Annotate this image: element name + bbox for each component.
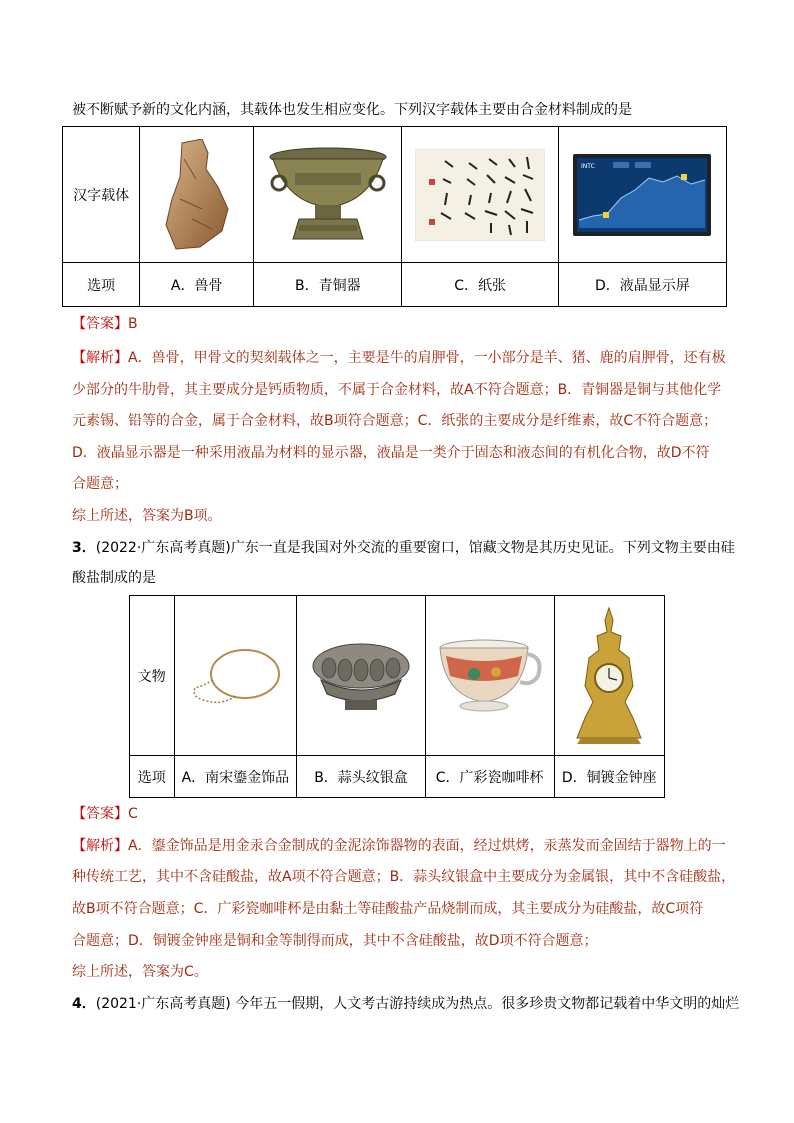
question-3-stem-line2: 酸盐制成的是 xyxy=(72,570,156,586)
lcd-screen-image xyxy=(558,127,726,263)
question-3-analysis-line: 合题意；D．铜镀金钟座是铜和金等制得而成，其中不含硅酸盐，故D项不符合题意； xyxy=(72,933,598,949)
question-3-options-table xyxy=(129,595,665,798)
option-b: B．蒜头纹银盒 xyxy=(297,756,426,798)
question-2-answer: 【答案】B xyxy=(72,316,138,332)
silver-box-image xyxy=(297,596,426,756)
lcd-ticker-label: INTC xyxy=(581,162,596,170)
question-3-analysis-line: 种传统工艺，其中不含硅酸盐，故A项不符合题意；B．蒜头纹银盒中主要成分为金属银，其中不含硅酸盐， xyxy=(72,869,736,885)
option-d: D．液晶显示屏 xyxy=(558,263,726,307)
option-a: A．南宋鎏金饰品 xyxy=(174,756,297,798)
question-3-analysis-line: 【解析】A．鎏金饰品是用金汞合金制成的金泥涂饰器物的表面，经过烘烤，汞蒸发而金固结于器物上的一 xyxy=(72,838,726,854)
option-c: C．纸张 xyxy=(402,263,558,307)
option-b: B．青铜器 xyxy=(254,263,402,307)
question-2-analysis-line: 合题意； xyxy=(72,476,128,492)
question-3-analysis-line: 故B项不符合题意；C．广彩瓷咖啡杯是由黏土等硅酸盐产品烧制而成，其主要成分为硅酸盐，故C项符 xyxy=(72,901,704,917)
question-3-answer: 【答案】C xyxy=(72,806,138,822)
question-2-analysis-line: D．液晶显示器是一种采用液晶为材料的显示器，液晶是一类介于固态和液态间的有机化合物，故D不符 xyxy=(72,445,710,461)
gilt-clock-image xyxy=(554,596,664,756)
question-2-analysis-line: 少部分的牛肋骨，其主要成分是钙质物质，不属于合金材料，故A不符合题意；B．青铜器是铜与其他化学 xyxy=(72,382,722,398)
question-4-stem: 4．(2021·广东高考真题) 今年五一假期，人文考古游持续成为热点。很多珍贵文物都记载着中华文明的灿烂 xyxy=(72,996,740,1012)
calligraphy-paper-image xyxy=(402,127,558,263)
question-2-analysis-line: 元素锡、铅等的合金，属于合金材料，故B项符合题意；C．纸张的主要成分是纤维素，故C不符合题意； xyxy=(72,413,718,429)
question-2-options-table xyxy=(62,126,727,307)
table-row-header-carrier: 汉字载体 xyxy=(63,127,140,263)
question-2-summary: 综上所述，答案为B项。 xyxy=(72,508,222,524)
question-3-stem: 3．(2022·广东高考真题)广东一直是我国对外交流的重要窗口，馆藏文物是其历史见证。下列文物主要由硅 xyxy=(72,540,735,556)
option-d: D．铜镀金钟座 xyxy=(554,756,664,798)
gilt-chain-image xyxy=(174,596,297,756)
option-c: C．广彩瓷咖啡杯 xyxy=(425,756,554,798)
table-row-header-option: 选项 xyxy=(130,756,175,798)
bronze-vessel-image xyxy=(254,127,402,263)
table-row-header-option: 选项 xyxy=(63,263,140,307)
porcelain-cup-image xyxy=(425,596,554,756)
question-2-analysis-line: 【解析】A．兽骨，甲骨文的契刻载体之一，主要是牛的肩胛骨，一小部分是羊、猪、鹿的肩胛骨，还有极 xyxy=(72,350,726,366)
bone-image xyxy=(140,127,254,263)
table-row-header-relic: 文物 xyxy=(130,596,175,756)
option-a: A．兽骨 xyxy=(140,263,254,307)
question-3-summary: 综上所述，答案为C。 xyxy=(72,964,208,980)
question-2-stem-tail: 被不断赋予新的文化内涵，其载体也发生相应变化。下列汉字载体主要由合金材料制成的是 xyxy=(72,102,632,118)
